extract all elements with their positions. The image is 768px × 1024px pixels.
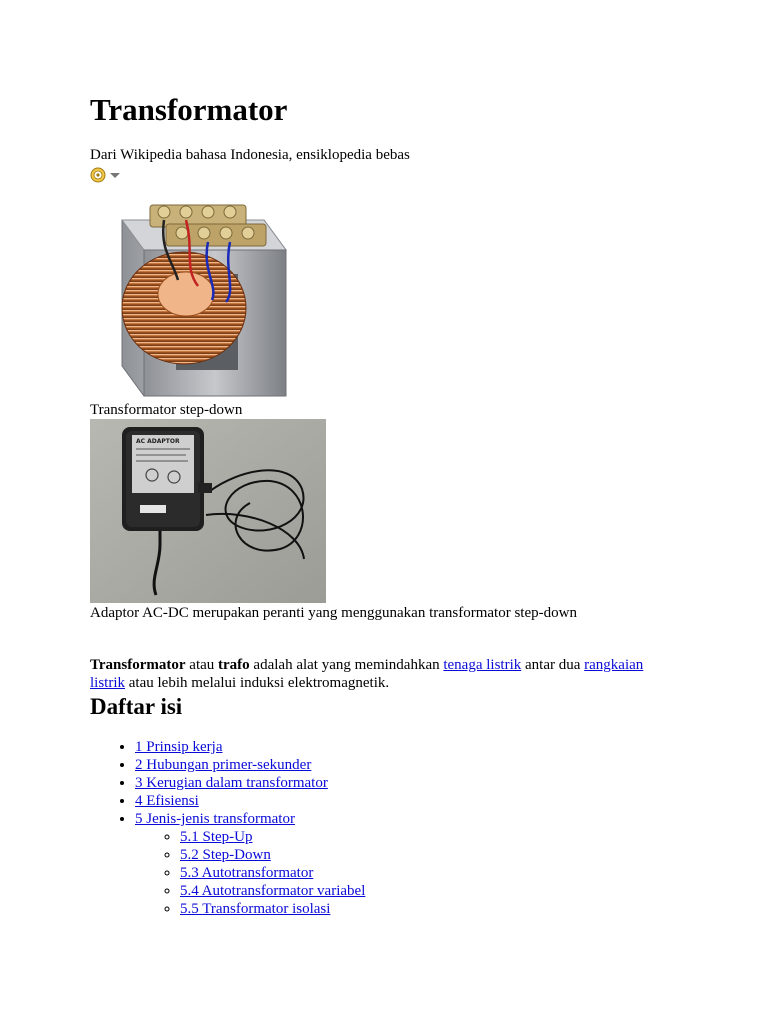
toc-item	[135, 738, 365, 756]
toc-link[interactable]: 5 Jenis-jenis transformator	[135, 811, 295, 827]
toc-item	[135, 756, 365, 774]
transformer-image	[114, 190, 314, 402]
intro-paragraph: Transformator atau trafo adalah alat yang memindahkan tenaga listrik antar dua rangkaian listrik atau lebih melalui induksi elektromagnetik.	[90, 657, 644, 691]
toc-item	[135, 774, 365, 792]
toc-subitem	[180, 882, 365, 900]
site-subtitle: Dari Wikipedia bahasa Indonesia, ensiklopedia bebas	[90, 147, 410, 163]
toc-heading: Daftar isi	[90, 694, 183, 719]
language-selector-icon[interactable]	[90, 166, 124, 184]
toc-sublist	[135, 828, 365, 918]
figure-caption: Adaptor AC-DC merupakan peranti yang menggunakan transformator step-down	[90, 605, 577, 621]
toc-link[interactable]: 1 Prinsip kerja	[135, 739, 223, 755]
bold-term: Transformator	[90, 657, 186, 673]
toc-link[interactable]: 2 Hubungan primer-sekunder	[135, 757, 312, 773]
toc-link[interactable]: 5.2 Step-Down	[180, 847, 271, 863]
link-tenaga-listrik[interactable]: tenaga listrik	[443, 657, 522, 673]
toc-link[interactable]: 5.4 Autotransformator variabel	[180, 883, 366, 899]
toc-link[interactable]: 3 Kerugian dalam transformator	[135, 775, 328, 791]
toc-subitem	[180, 846, 365, 864]
toc-subitem	[180, 900, 365, 918]
adapter-label: AC ADAPTOR	[136, 438, 180, 445]
toc-link[interactable]: 5.1 Step-Up	[180, 829, 253, 845]
figure-caption: Transformator step-down	[90, 402, 243, 418]
link-rangkaian-listrik[interactable]: rangkaian listrik	[90, 657, 644, 691]
toc-link[interactable]: 4 Efisiensi	[135, 793, 199, 809]
bold-term: trafo	[218, 657, 250, 673]
toc-item	[135, 810, 365, 918]
toc-link[interactable]: 5.5 Transformator isolasi	[180, 901, 331, 917]
table-of-contents	[90, 738, 365, 918]
page-title: Transformator	[90, 92, 288, 127]
toc-subitem	[180, 864, 365, 882]
ac-adapter-image	[90, 419, 326, 603]
toc-link[interactable]: 5.3 Autotransformator	[180, 865, 314, 881]
toc-item	[135, 792, 365, 810]
toc-subitem	[180, 828, 365, 846]
